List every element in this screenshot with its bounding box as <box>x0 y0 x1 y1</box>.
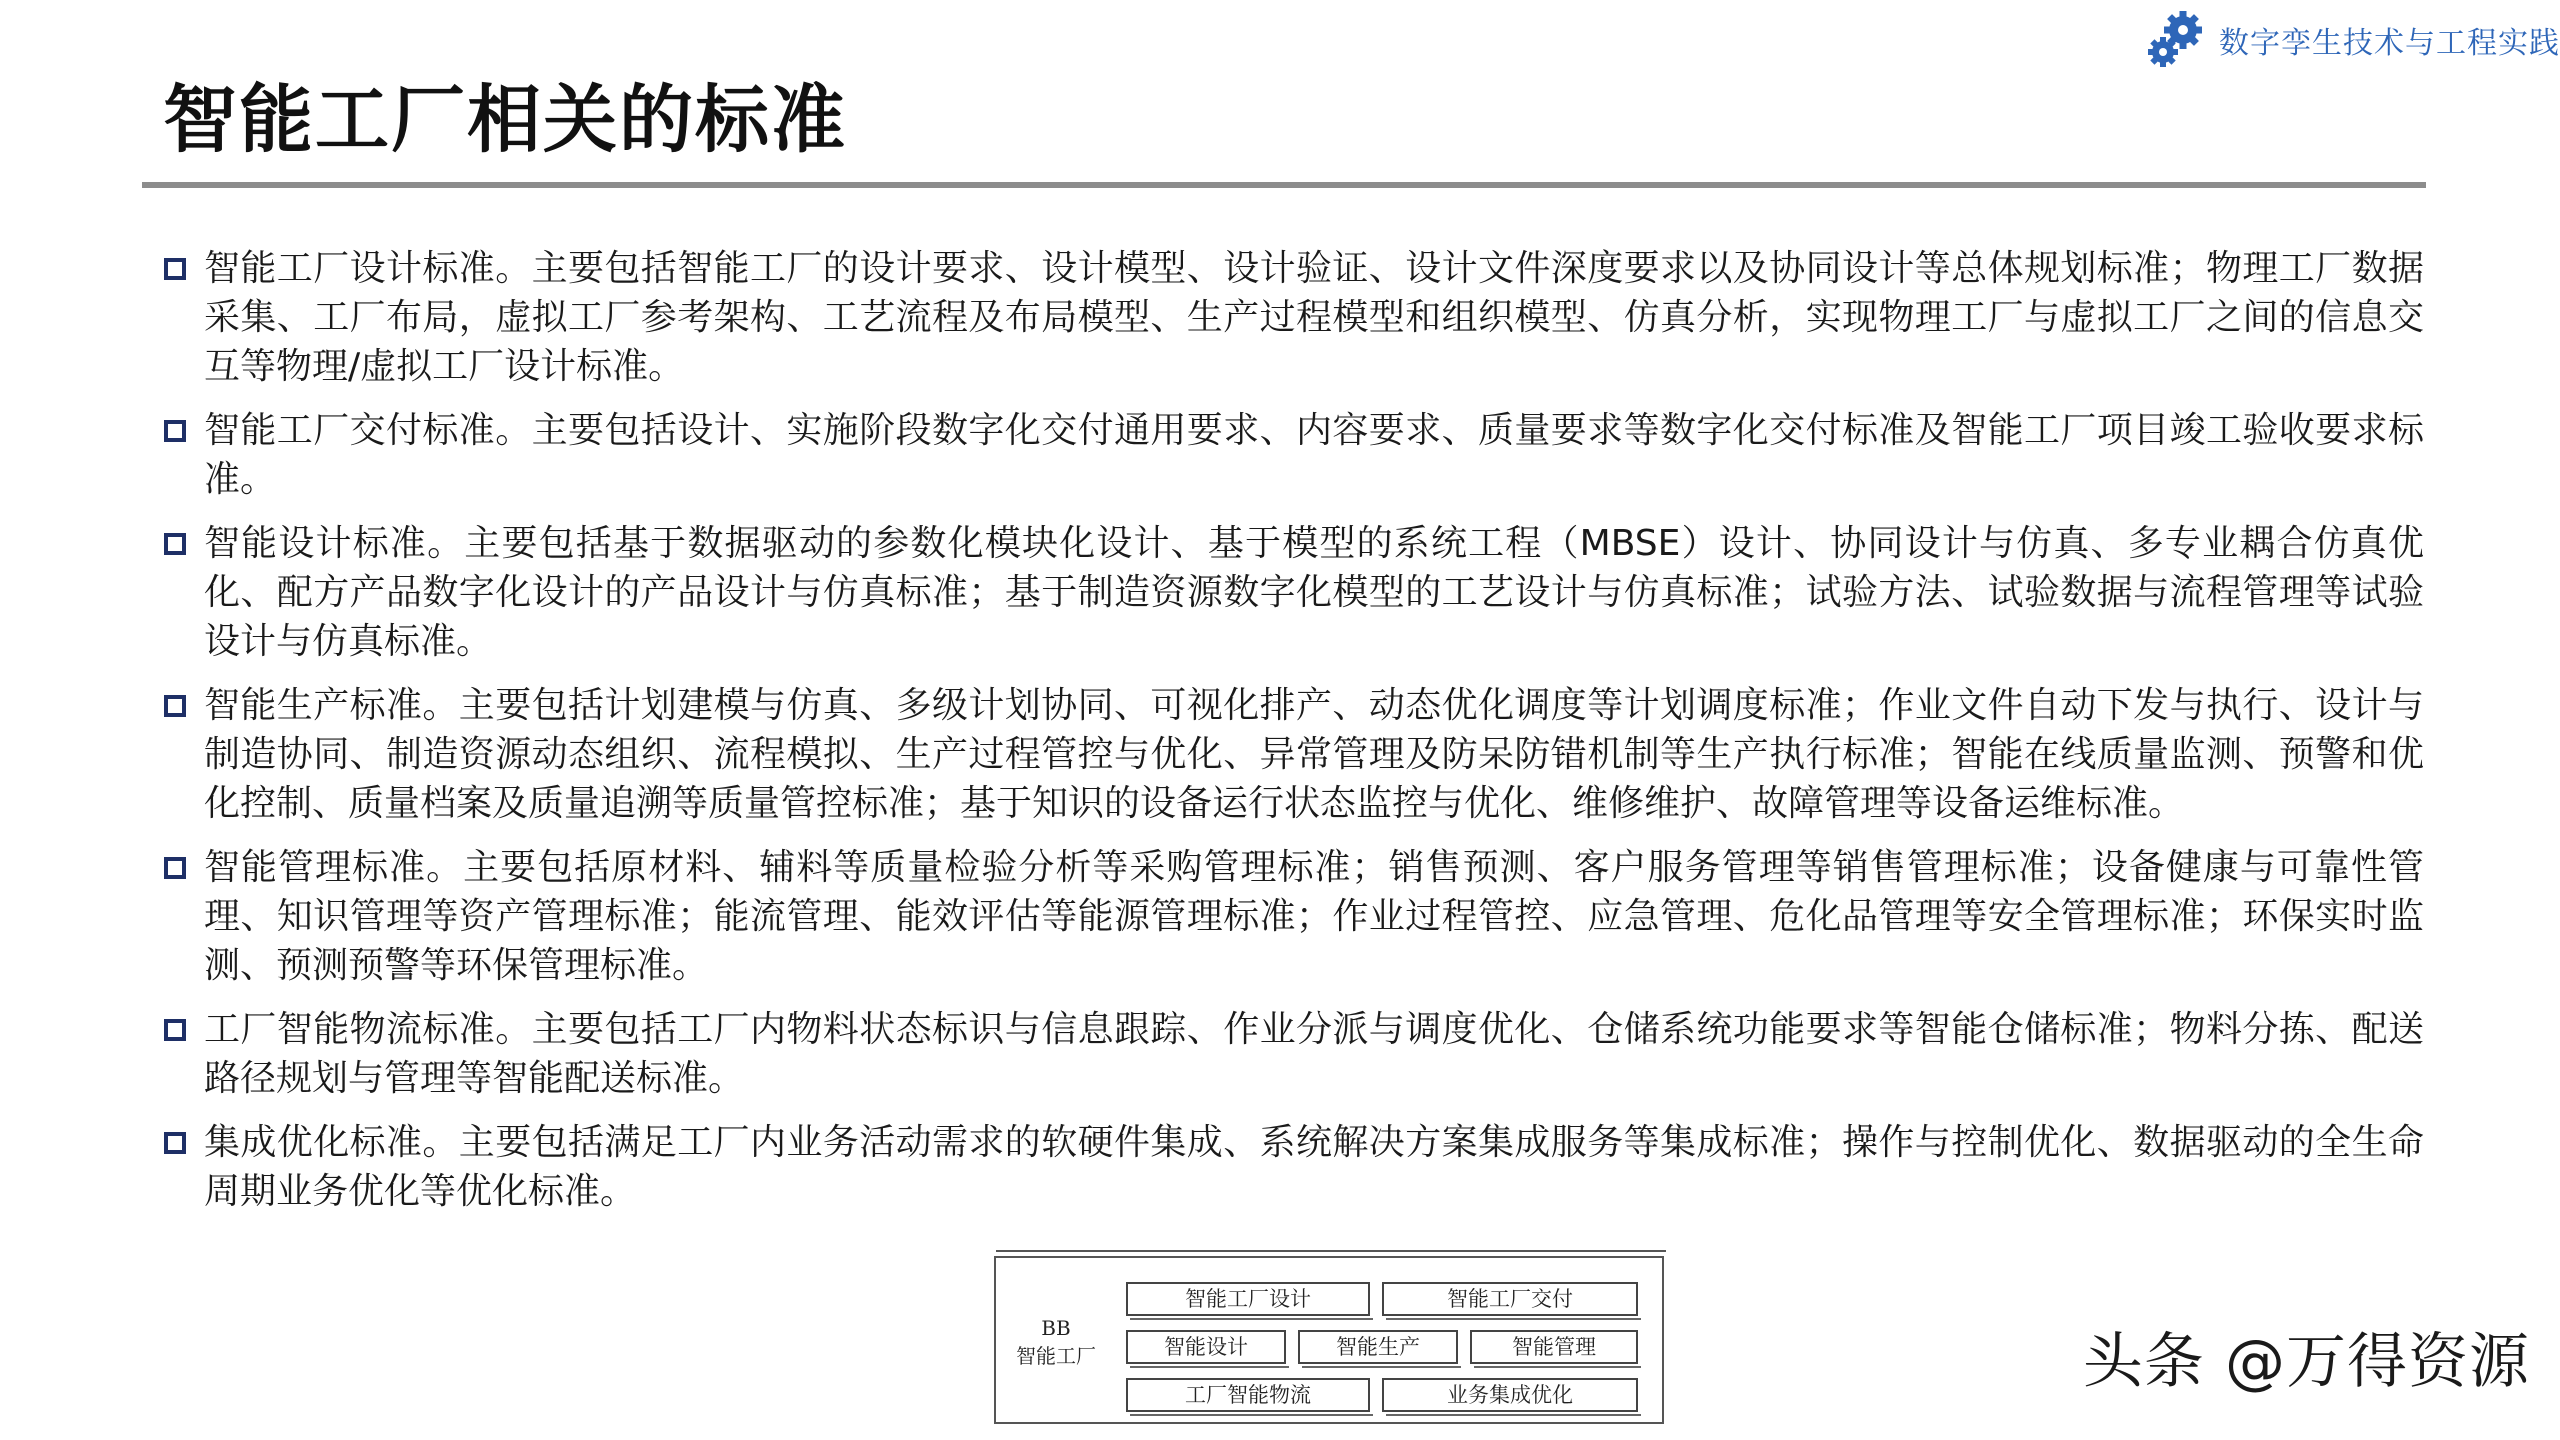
square-bullet-icon <box>164 420 186 442</box>
standards-diagram <box>994 1256 1664 1424</box>
square-bullet-icon <box>164 1019 186 1041</box>
square-bullet-icon <box>164 1132 186 1154</box>
square-bullet-icon <box>164 258 186 280</box>
square-bullet-icon <box>164 533 186 555</box>
list-item-text: 智能管理标准。主要包括原材料、辅料等质量检验分析等采购管理标准；销售预测、客户服务管理等销售管理标准；设备健康与可靠性管理、知识管理等资产管理标准；能流管理、能效评估等能源管理标准；作业过程管控、应急管理、危化品管理等安全管理标准；环保实时监测、预测预警等环保管理标准。 <box>204 847 2424 986</box>
diagram-root-label: 智能工厂 <box>1016 1344 1096 1368</box>
diagram-node: 智能工厂设计 <box>1126 1282 1370 1316</box>
list-item <box>164 1118 2424 1216</box>
brand <box>2143 8 2560 72</box>
list-item-text: 工厂智能物流标准。主要包括工厂内物料状态标识与信息跟踪、作业分派与调度优化、仓储系统功能要求等智能仓储标准；物料分拣、配送路径规划与管理等智能配送标准。 <box>204 1009 2424 1099</box>
list-item <box>164 519 2424 666</box>
square-bullet-icon <box>164 695 186 717</box>
list-item <box>164 244 2424 391</box>
diagram-node: 智能设计 <box>1126 1330 1286 1364</box>
diagram-top-line <box>996 1250 1666 1252</box>
diagram-node: 智能生产 <box>1298 1330 1458 1364</box>
list-item-text: 智能生产标准。主要包括计划建模与仿真、多级计划协同、可视化排产、动态优化调度等计划调度标准；作业文件自动下发与执行、设计与制造协同、制造资源动态组织、流程模拟、生产过程管控与优化、异常管理及防呆防错机制等生产执行标准；智能在线质量监测、预警和优化控制、质量档案及质量追溯等质量管控标准；基于知识的设备运行状态监控与优化、维修维护、故障管理等设备运维标准。 <box>204 685 2424 824</box>
diagram-node: 工厂智能物流 <box>1126 1378 1370 1412</box>
list-item-text: 智能工厂交付标准。主要包括设计、实施阶段数字化交付通用要求、内容要求、质量要求等数字化交付标准及智能工厂项目竣工验收要求标准。 <box>204 410 2424 500</box>
diagram-node: 业务集成优化 <box>1382 1378 1638 1412</box>
gears-icon <box>2143 8 2207 72</box>
standards-list <box>164 244 2424 1231</box>
diagram-node: 智能工厂交付 <box>1382 1282 1638 1316</box>
list-item <box>164 843 2424 990</box>
list-item <box>164 406 2424 504</box>
diagram-root-code: BB <box>1041 1316 1071 1340</box>
list-item-text: 智能工厂设计标准。主要包括智能工厂的设计要求、设计模型、设计验证、设计文件深度要求以及协同设计等总体规划标准；物理工厂数据采集、工厂布局，虚拟工厂参考架构、工艺流程及布局模型、生产过程模型和组织模型、仿真分析，实现物理工厂与虚拟工厂之间的信息交互等物理/虚拟工厂设计标准。 <box>204 248 2424 387</box>
brand-name: 数字孪生技术与工程实践 <box>2219 26 2560 61</box>
title-divider <box>142 182 2426 188</box>
page-title: 智能工厂相关的标准 <box>163 77 847 163</box>
list-item-text: 智能设计标准。主要包括基于数据驱动的参数化模块化设计、基于模型的系统工程（MBSE）设计、协同设计与仿真、多专业耦合仿真优化、配方产品数字化设计的产品设计与仿真标准；基于制造资源数字化模型的工艺设计与仿真标准；试验方法、试验数据与流程管理等试验设计与仿真标准。 <box>204 523 2424 662</box>
diagram-node: 智能管理 <box>1470 1330 1638 1364</box>
diagram-root <box>1006 1314 1106 1370</box>
list-item-text: 集成优化标准。主要包括满足工厂内业务活动需求的软硬件集成、系统解决方案集成服务等集成标准；操作与控制优化、数据驱动的全生命周期业务优化等优化标准。 <box>204 1122 2424 1212</box>
list-item <box>164 1005 2424 1103</box>
square-bullet-icon <box>164 857 186 879</box>
watermark: 头条 @万得资源 <box>2082 1327 2530 1397</box>
list-item <box>164 681 2424 828</box>
